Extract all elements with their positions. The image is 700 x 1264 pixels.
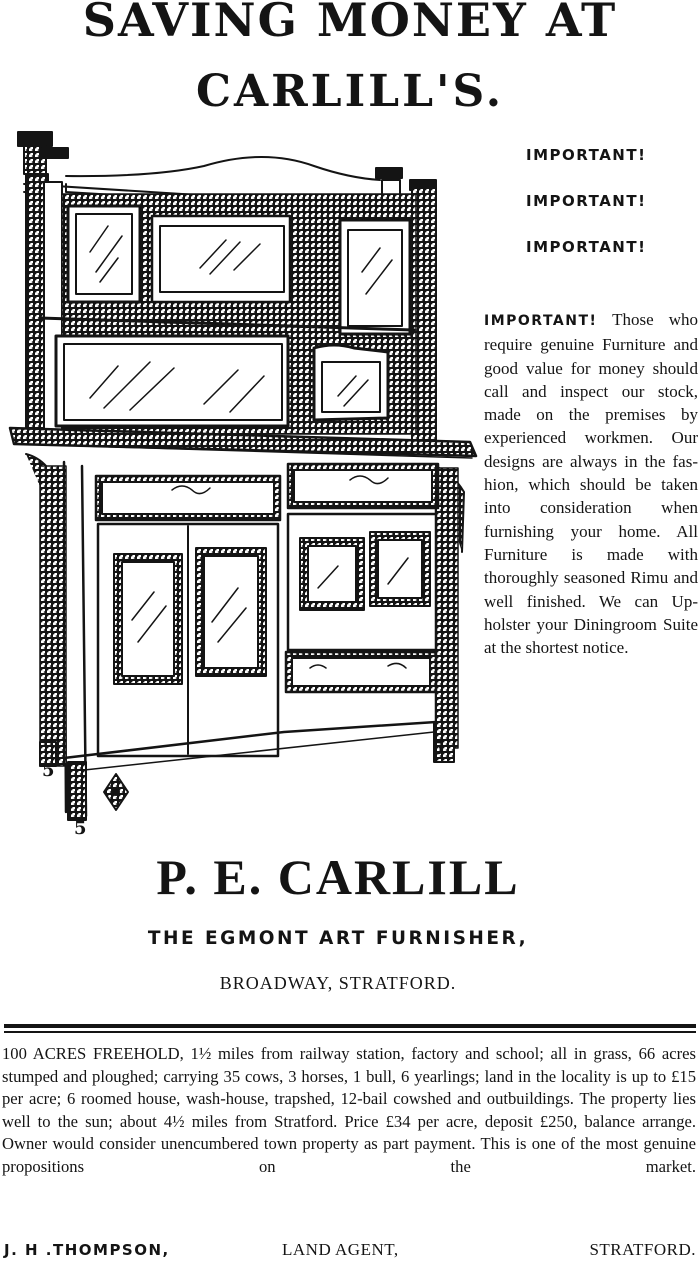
sideboard-illustration — [4, 122, 482, 842]
divider-thick — [4, 1024, 696, 1028]
important-heading: IMPORTANT! — [526, 192, 647, 210]
company-address: BROADWAY, STRATFORD. — [219, 973, 457, 993]
agent-town: STRATFORD. — [589, 1240, 696, 1259]
svg-text:5: 5 — [74, 818, 87, 839]
agent-title: LAND AGENT, — [282, 1240, 399, 1259]
svg-text:5: 5 — [42, 760, 55, 781]
sales-paragraph — [484, 308, 698, 659]
headline-carlills: CARLILL'S. — [195, 66, 505, 117]
important-heading: IMPORTANT! — [526, 238, 647, 256]
paragraph-lead: IMPORTANT! — [484, 313, 598, 329]
property-listing: 100 ACRES FREEHOLD, 1½ miles from railway station, factory and school; all in grass, 66 acres stumped and ploughed; carrying 35 cows, 3 horses, 1 bull, 6 yearlings; land in the locality is up to £15 per acre; 6 roomed house, wash-house, trapshed, 12-bail cowshed and outbuildings. The property lies well to the sun; about 4½ miles from Stratford. Price £34 per acre, deposit £250, balance arrange. Owner would consider unencumbered town property as part payment. This is one of the most genuine propositions on the market. — [2, 1044, 696, 1176]
paragraph-body: Those who require genuine Furniture and good value for money should call and inspect our stock, made on the premises by experienced workmen. Our designs are always in the fashion, which should be taken into consideration when furnishing your home. All Furniture is made with thoroughly seasoned Rimu and well finished. We can Upholster your Diningroom Suite at the shortest notice. — [484, 310, 698, 658]
divider-thin — [4, 1031, 696, 1033]
agent-name: J. H .THOMPSON, — [4, 1241, 170, 1259]
company-tagline: THE EGMONT ART FURNISHER, — [147, 928, 529, 949]
headline-saving-money: SAVING MONEY AT — [82, 0, 618, 47]
company-name: P. E. CARLILL — [156, 849, 520, 905]
svg-text:5: 5 — [432, 738, 445, 759]
important-heading: IMPORTANT! — [526, 146, 647, 164]
